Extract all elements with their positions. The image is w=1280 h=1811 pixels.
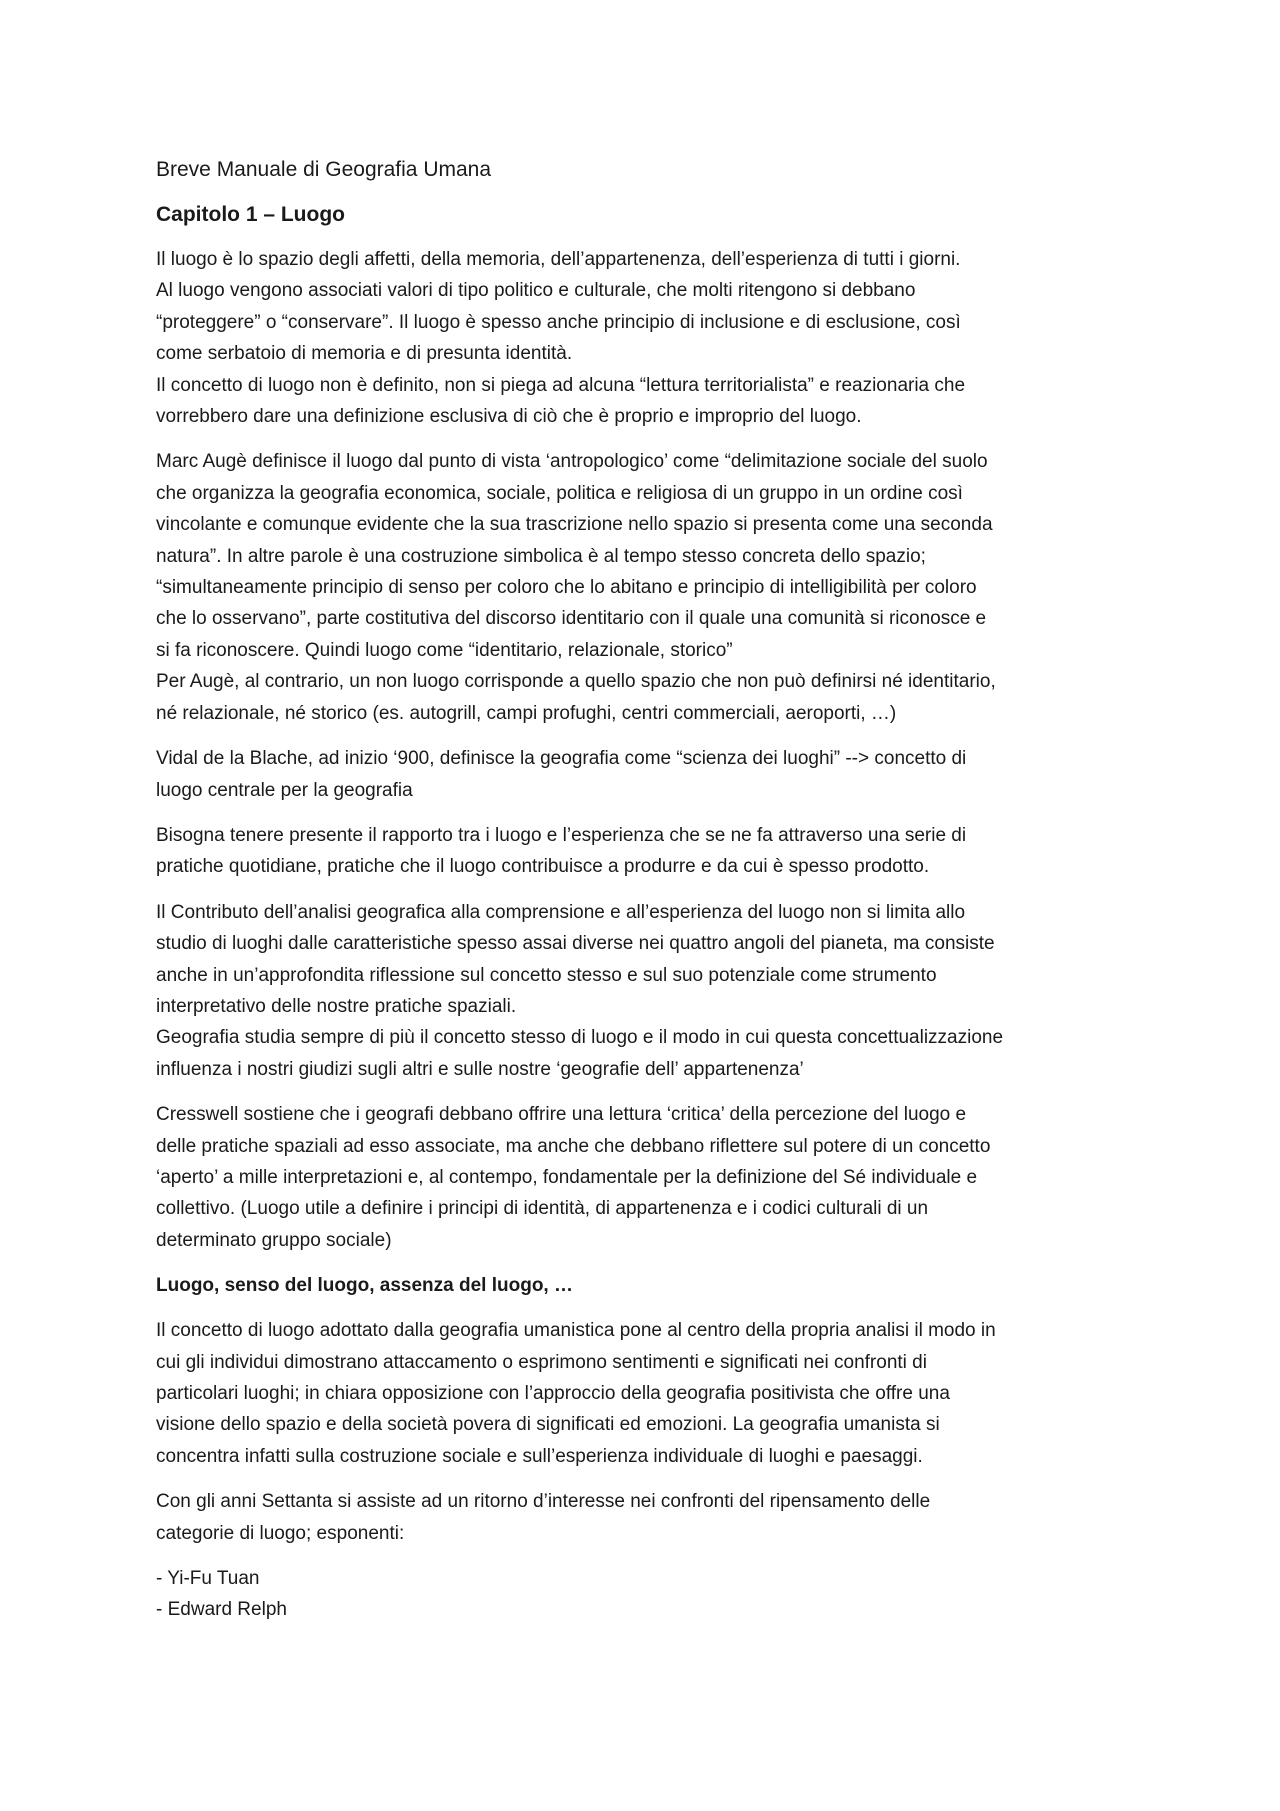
text-line: studio di luoghi dalle caratteristiche spesso assai diverse nei quattro angoli del pianeta, ma consiste [156,933,995,955]
text-line: né relazionale, né storico (es. autogrill, campi profughi, centri commerciali, aeroporti, …) [156,702,897,724]
chapter-heading: Capitolo 1 – Luogo [156,203,345,226]
text-line: pratiche quotidiane, pratiche che il luogo contribuisce a produrre e da cui è spesso prodotto. [156,856,930,878]
text-line: Il Contributo dell’analisi geografica alla comprensione e all’esperienza del luogo non si limita allo [156,901,966,923]
text-line: collettivo. (Luogo utile a definire i principi di identità, di appartenenza e i codici culturali di un [156,1198,929,1220]
text-line: interpretativo delle nostre pratiche spaziali. [156,995,517,1017]
text-line: determinato gruppo sociale) [156,1229,392,1251]
text-line: come serbatoio di memoria e di presunta identità. [156,343,573,365]
text-line: Il luogo è lo spazio degli affetti, della memoria, dell’appartenenza, dell’esperienza di tutti i giorni. [156,249,961,270]
text-line: visione dello spazio e della società povera di significati ed emozioni. La geografia umanista si [156,1414,940,1436]
text-line: concentra infatti sulla costruzione sociale e sull’esperienza individuale di luoghi e paesaggi. [156,1445,923,1467]
text-line: Cresswell sostiene che i geografi debbano offrire una lettura ‘critica’ della percezione del luogo e [156,1104,967,1126]
text-line: luogo centrale per la geografia [156,779,413,801]
text-line: Marc Augè definisce il luogo dal punto di vista ‘antropologico’ come “delimitazione sociale del suolo [156,451,988,473]
text-line: “proteggere” o “conservare”. Il luogo è spesso anche principio di inclusione e di esclusione, così [156,311,961,333]
document-page [156,154,1146,1626]
list-item: - Edward Relph [156,1599,287,1621]
text-line: che organizza la geografia economica, sociale, politica e religiosa di un gruppo in un ordine così [156,482,963,504]
text-line: vorrebbero dare una definizione esclusiva di ciò che è proprio e improprio del luogo. [156,406,862,428]
text-line: Il concetto di luogo non è definito, non si piega ad alcuna “lettura territorialista” e reazionaria che [156,374,966,396]
paragraph [156,820,1146,883]
text-line: cui gli individui dimostrano attaccamento o esprimono sentimenti e significati nei confronti di [156,1351,927,1373]
text-line: Con gli anni Settanta si assiste ad un ritorno d’interesse nei confronti del ripensamento delle [156,1491,931,1513]
exponents-list [156,1563,1146,1626]
text-line: Al luogo vengono associati valori di tipo politico e culturale, che molti ritengono si debbano [156,280,916,302]
paragraph [156,1099,1146,1256]
paragraph [156,244,1146,432]
text-line: Vidal de la Blache, ad inizio ‘900, definisce la geografia come “scienza dei luoghi” --> concetto di [156,748,967,770]
text-line: Bisogna tenere presente il rapporto tra i luogo e l’esperienza che se ne fa attraverso una serie di [156,824,967,846]
text-line: anche in un’approfondita riflessione sul concetto stesso e sul suo potenziale come strumento [156,964,937,986]
paragraph [156,743,1146,806]
text-line: particolari luoghi; in chiara opposizione con l’approccio della geografia positivista che offre una [156,1383,950,1404]
text-line: categorie di luogo; esponenti: [156,1522,405,1544]
text-line: Geografia studia sempre di più il concetto stesso di luogo e il modo in cui questa concettualizzazione [156,1027,1004,1049]
list-item: - Yi-Fu Tuan [156,1568,260,1590]
paragraph [156,446,1146,729]
text-line: “simultaneamente principio di senso per coloro che lo abitano e principio di intelligibilità per coloro [156,577,977,599]
text-line: delle pratiche spaziali ad esso associate, ma anche che debbano riflettere sul potere di un concetto [156,1135,991,1157]
text-line: vincolante e comunque evidente che la sua trascrizione nello spazio si presenta come una seconda [156,514,993,536]
paragraph [156,1315,1146,1472]
text-line: influenza i nostri giudizi sugli altri e sulle nostre ‘geografie dell’ appartenenza’ [156,1058,804,1080]
paragraph [156,897,1146,1085]
section-heading: Luogo, senso del luogo, assenza del luogo, … [156,1275,573,1297]
document-title: Breve Manuale di Geografia Umana [156,158,492,181]
text-line: Per Augè, al contrario, un non luogo corrisponde a quello spazio che non può definirsi né identitario, [156,671,996,693]
text-line: si fa riconoscere. Quindi luogo come “identitario, relazionale, storico” [156,639,733,661]
text-line: che lo osservano”, parte costitutiva del discorso identitario con il quale una comunità si riconosce e [156,608,987,630]
text-line: ‘aperto’ a mille interpretazioni e, al contempo, fondamentale per la definizione del Sé individuale e [156,1166,978,1188]
text-line: natura”. In altre parole è una costruzione simbolica è al tempo stesso concreta dello spazio; [156,545,926,567]
paragraph [156,1486,1146,1549]
text-line: Il concetto di luogo adottato dalla geografia umanistica pone al centro della propria analisi il modo in [156,1320,996,1342]
